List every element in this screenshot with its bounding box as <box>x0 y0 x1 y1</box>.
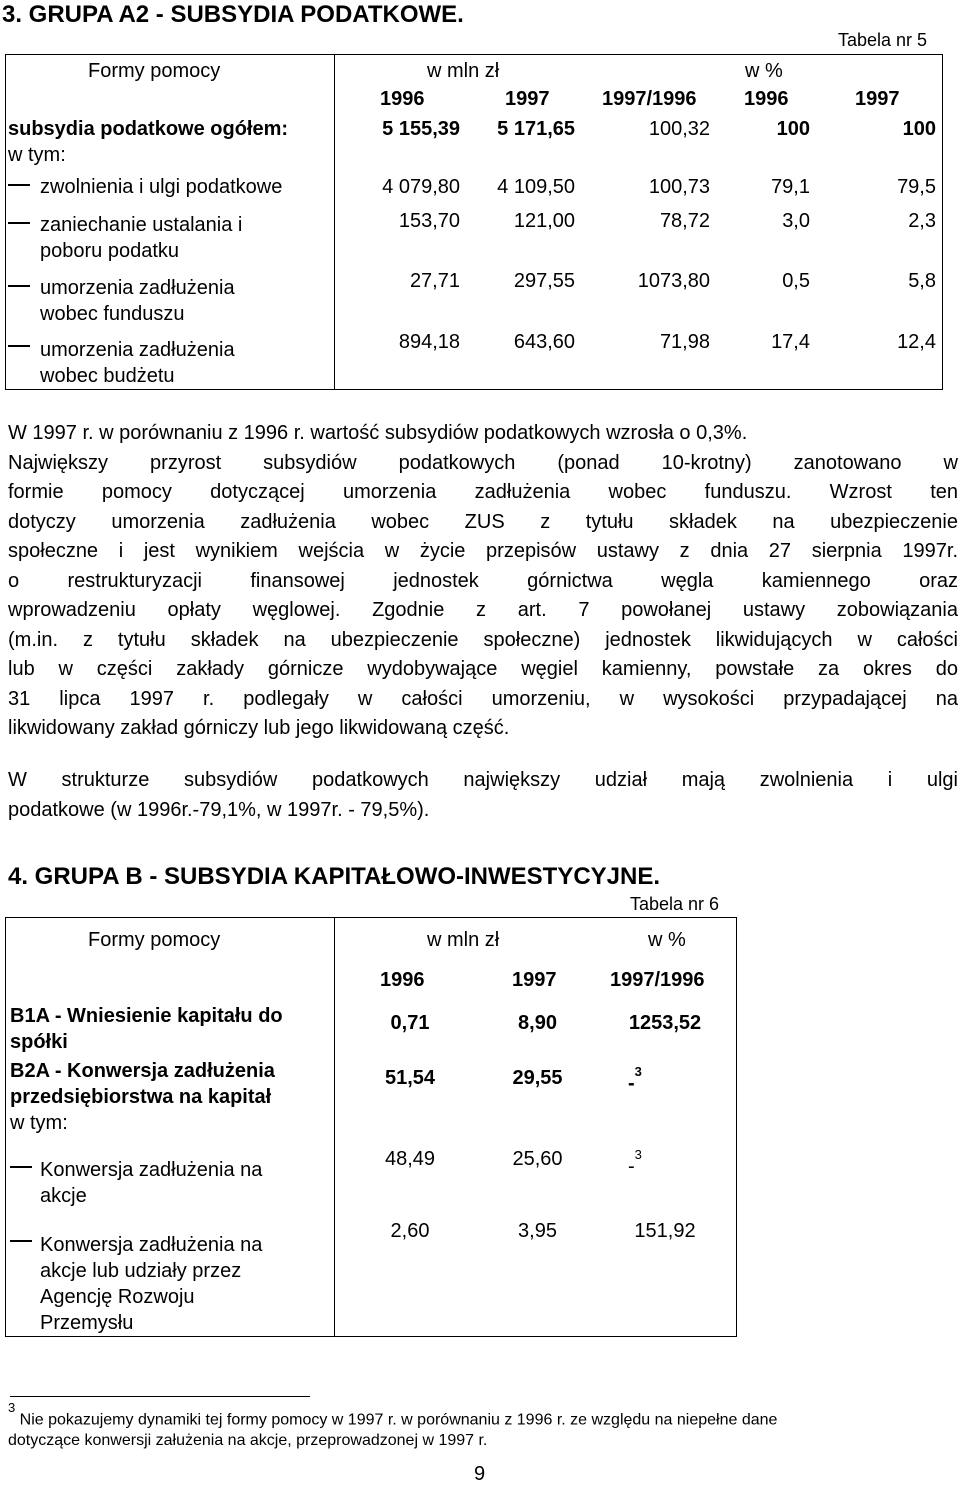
row-b1a-1996: 0,71 <box>390 1012 430 1034</box>
row-abandonment-p1996: 3,0 <box>782 210 810 232</box>
row-fund-p1997: 5,8 <box>908 270 936 292</box>
row-abandonment-1996: 153,70 <box>398 210 460 232</box>
row-fund-ratio: 1073,80 <box>637 270 710 292</box>
row-total-1996: 5 155,39 <box>382 118 460 140</box>
row-total-label: subsydia podatkowe ogółem: <box>8 118 289 140</box>
row-wtym-label: w tym: <box>8 144 66 166</box>
paragraph-analysis <box>8 419 958 744</box>
table-5-border-top <box>5 54 943 55</box>
section-3-title: 3. GRUPA A2 - SUBSYDIA PODATKOWE. <box>2 1 464 28</box>
table-5-header-mln: w mln zł <box>427 60 500 82</box>
table-6-header-forms: Formy pomocy <box>88 929 221 951</box>
paragraph-line: likwidowany zakład górniczy lub jego likwidowaną część. <box>8 717 510 739</box>
paragraph-line: podatkowe (w 1996r.-79,1%, w 1997r. - 79,5%). <box>8 798 430 821</box>
row-b2a-label-2: przedsiębiorstwa na kapitał <box>10 1086 272 1108</box>
row-abandonment-1997: 121,00 <box>513 210 575 232</box>
table-5-header-p1997: 1997 <box>855 88 900 110</box>
footnote-line-2: dotyczące konwersji załużenia na akcje, przeprowadzonej w 1997 r. <box>8 1432 488 1449</box>
footnote-ref: 3 <box>634 1064 642 1079</box>
table-6-header-1996: 1996 <box>380 969 425 991</box>
paragraph-line: W strukturze subsydiów podatkowych największy udział mają zwolnienia i ulgi <box>8 769 958 791</box>
paragraph-line: 31 lipca 1997 r. podlegały w całości umorzeniu, w wysokości przypadającej na <box>8 687 958 710</box>
row-fund-label-1: umorzenia zadłużenia <box>40 277 235 299</box>
ratio-dash: - <box>628 1155 635 1178</box>
table-6-divider <box>334 917 335 1337</box>
table-6-border-top <box>5 917 737 918</box>
dash-marker <box>8 285 30 287</box>
row-budget-p1997: 12,4 <box>897 331 936 353</box>
paragraph-line: wprowadzeniu opłaty węglowej. Zgodnie z art. 7 powołanej ustawy zobowiązania <box>8 599 958 621</box>
section-4-title: 4. GRUPA B - SUBSYDIA KAPITAŁOWO-INWESTYCYJNE. <box>8 863 661 890</box>
row-exemptions-1996: 4 079,80 <box>382 176 460 198</box>
dash-marker <box>8 345 30 347</box>
table-6-header-mln: w mln zł <box>427 929 500 951</box>
table-5-header-forms: Formy pomocy <box>88 60 221 82</box>
footnote-ref: 3 <box>634 1147 642 1162</box>
row-exemptions-p1997: 79,5 <box>897 176 936 198</box>
row-abandonment-label-1: zaniechanie ustalania i <box>40 214 243 236</box>
table-5-divider <box>334 54 335 390</box>
row-budget-1996: 894,18 <box>398 331 460 353</box>
row-total-1997: 5 171,65 <box>497 118 575 140</box>
dash-marker <box>10 1166 32 1168</box>
row-fund-p1996: 0,5 <box>782 270 810 292</box>
table-6-header-pct: w % <box>648 929 686 951</box>
table-5-header-pct: w % <box>745 60 783 82</box>
row-conv2-label-2: akcje lub udziały przez <box>40 1260 242 1282</box>
row-abandonment-label-2: poboru podatku <box>40 240 180 262</box>
table-5-header-ratio: 1997/1996 <box>602 88 697 110</box>
table-6-caption: Tabela nr 6 <box>630 894 720 914</box>
table-5-caption: Tabela nr 5 <box>838 30 928 50</box>
table-5-header-1996: 1996 <box>380 88 425 110</box>
row-budget-ratio: 71,98 <box>659 331 710 353</box>
dash-marker <box>10 1240 32 1242</box>
paragraph-line: lub w części zakłady górnicze wydobywające węgiel kamienny, powstałe za okres do <box>8 658 958 680</box>
row-conv2-ratio: 151,92 <box>634 1220 696 1242</box>
row-exemptions-p1996: 79,1 <box>771 176 810 198</box>
row-total-ratio: 100,32 <box>648 118 710 140</box>
table-5-header-p1996: 1996 <box>744 88 789 110</box>
row-total-p1996: 100 <box>776 118 810 140</box>
table-5-border-right <box>942 54 943 390</box>
row-fund-1997: 297,55 <box>513 270 575 292</box>
row-exemptions-ratio: 100,73 <box>648 176 710 198</box>
table-5-border-left <box>5 54 6 390</box>
footnote-text: Nie pokazujemy dynamiki tej formy pomocy w 1997 r. w porównaniu z 1996 r. ze względu na niepełne dane <box>15 1411 778 1429</box>
page-number: 9 <box>474 1463 486 1485</box>
row-fund-1996: 27,71 <box>409 270 460 292</box>
row-abandonment-ratio: 78,72 <box>659 210 710 232</box>
row-conv2-label-4: Przemysłu <box>40 1312 134 1334</box>
paragraph-structure <box>8 766 958 825</box>
row-b1a-1997: 8,90 <box>518 1012 557 1034</box>
table-6-border-left <box>5 917 6 1337</box>
footnote-marker: 3 <box>8 1400 16 1415</box>
row-b2a-1996: 51,54 <box>384 1067 436 1089</box>
paragraph-line: W 1997 r. w porównaniu z 1996 r. wartość subsydiów podatkowych wzrosła o 0,3%. <box>8 422 748 444</box>
table-5-border-bottom <box>5 389 943 390</box>
row-fund-label-2: wobec funduszu <box>40 303 185 325</box>
row-conv2-1997: 3,95 <box>518 1220 557 1242</box>
ratio-dash: - <box>628 1072 635 1095</box>
table-5-header-1997: 1997 <box>505 88 550 110</box>
row-budget-label-2: wobec budżetu <box>40 365 175 387</box>
row-budget-p1996: 17,4 <box>771 331 810 353</box>
row-b1a-label-2: spółki <box>10 1031 68 1053</box>
paragraph-line: Największy przyrost subsydiów podatkowych (ponad 10-krotny) zanotowano w <box>8 451 958 474</box>
row-b2a-1997: 29,55 <box>512 1067 563 1089</box>
row-total-p1997: 100 <box>902 118 936 140</box>
row-conv1-1997: 25,60 <box>512 1148 563 1170</box>
dash-marker <box>8 184 30 186</box>
row-budget-1997: 643,60 <box>513 331 575 353</box>
row-budget-label-1: umorzenia zadłużenia <box>40 339 235 361</box>
row-b2a-label-3: w tym: <box>10 1112 68 1134</box>
table-6-header-1997: 1997 <box>512 969 557 991</box>
footnote-separator <box>10 1396 310 1397</box>
paragraph-line: formie pomocy dotyczącej umorzenia zadłużenia wobec funduszu. Wzrost ten <box>8 481 958 503</box>
row-conv1-label-1: Konwersja zadłużenia na <box>40 1159 263 1181</box>
footnote-line-1 <box>8 1400 778 1430</box>
paragraph-line: społeczne i jest wynikiem wejścia w życie przepisów ustawy z dnia 27 sierpnia 1997r. <box>8 540 958 562</box>
row-exemptions-label: zwolnienia i ulgi podatkowe <box>40 176 283 198</box>
row-b1a-label-1: B1A - Wniesienie kapitału do <box>10 1005 283 1027</box>
paragraph-line: o restrukturyzacji finansowej jednostek górnictwa węgla kamiennego oraz <box>8 569 958 592</box>
row-abandonment-p1997: 2,3 <box>908 210 936 232</box>
table-6-border-right <box>736 917 737 1337</box>
row-conv1-1996: 48,49 <box>384 1148 436 1170</box>
row-conv2-label-1: Konwersja zadłużenia na <box>40 1234 263 1256</box>
row-conv1-ratio <box>628 1148 642 1180</box>
dash-marker <box>8 222 30 224</box>
row-conv2-label-3: Agencję Rozwoju <box>40 1286 195 1308</box>
row-exemptions-1997: 4 109,50 <box>497 176 575 198</box>
table-6-border-bottom <box>5 1336 737 1337</box>
table-6-header-ratio: 1997/1996 <box>610 969 705 991</box>
paragraph-line: (m.in. z tytułu składek na ubezpieczenie społeczne) jednostek likwidujących w całości <box>8 628 958 651</box>
row-b2a-ratio <box>628 1065 642 1097</box>
row-conv2-1996: 2,60 <box>390 1220 430 1242</box>
paragraph-line: dotyczy umorzenia zadłużenia wobec ZUS z tytułu składek na ubezpieczenie <box>8 510 958 533</box>
row-b2a-label-1: B2A - Konwersja zadłużenia <box>10 1060 275 1082</box>
row-b1a-ratio: 1253,52 <box>628 1012 702 1034</box>
row-conv1-label-2: akcje <box>40 1185 87 1207</box>
